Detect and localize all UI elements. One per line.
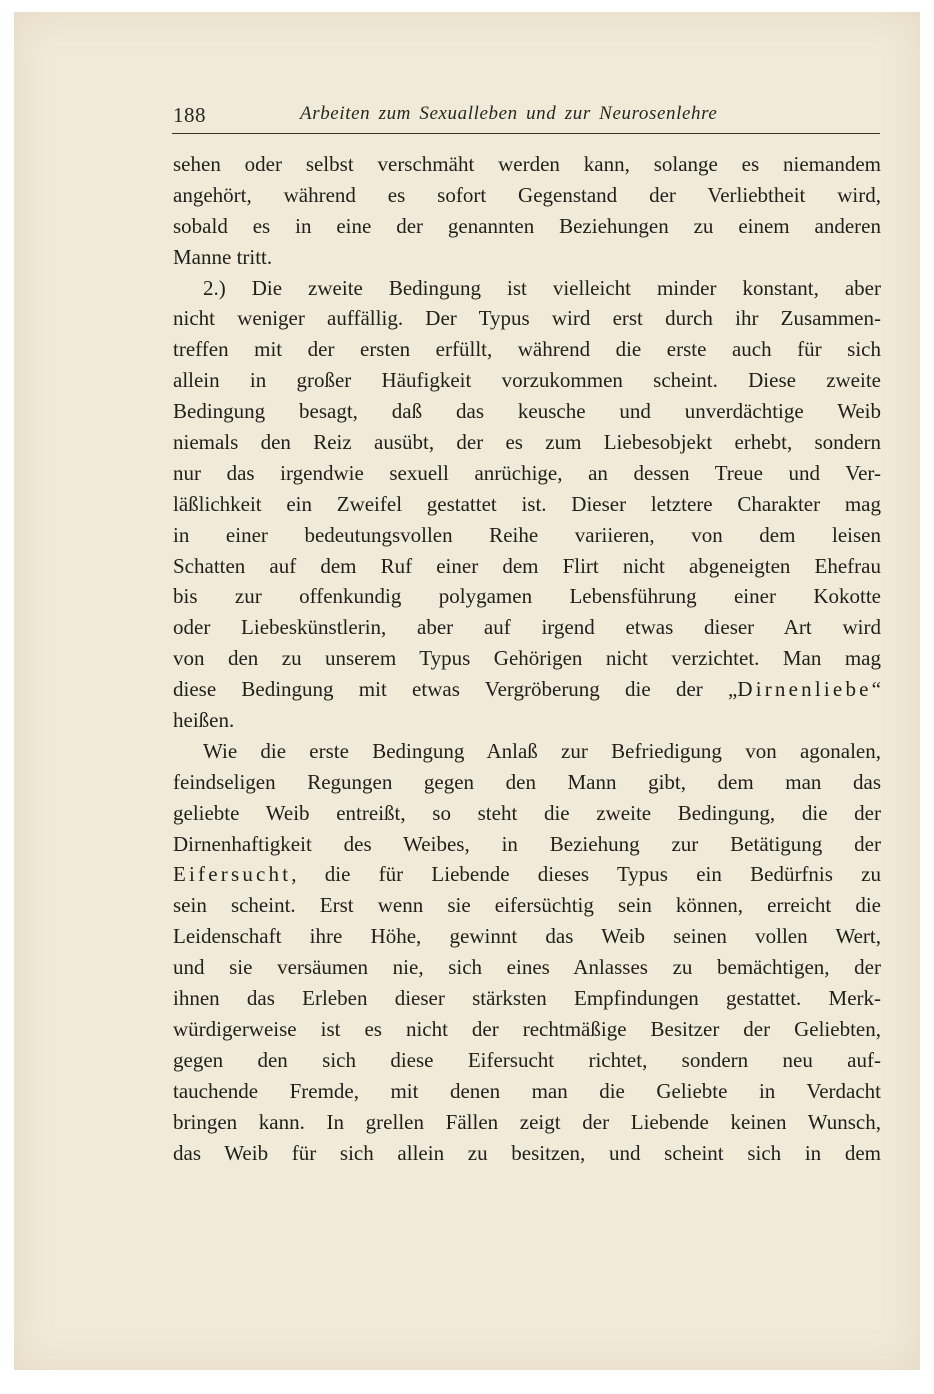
text-line: das Weib für sich allein zu besitzen, und scheint sich in dem [173,1140,881,1165]
text-line: geliebte Weib entreißt, so steht die zweite Bedingung, die der [173,800,881,825]
running-title: Arbeiten zum Sexualleben und zur Neurosenlehre [300,103,718,124]
text-line: angehört, während es sofort Gegenstand der Verliebtheit wird, [173,182,881,207]
text-line: bis zur offenkundig polygamen Lebensführung einer Kokotte [173,584,881,609]
text-line: oder Liebeskünstlerin, aber auf irgend etwas dieser Art wird [173,615,881,640]
body-text [173,149,881,1168]
text-line: heißen. [173,708,235,733]
text-line: treffen mit der ersten erfüllt, während die erste auch für sich [173,337,881,362]
text-line: bringen kann. In grellen Fällen zeigt der Liebende keinen Wunsch, [173,1109,881,1134]
text-line: nur das irgendwie sexuell anrüchige, an dessen Treue und Ver- [173,460,881,485]
text-line: 2.) Die zweite Bedingung ist vielleicht minder konstant, aber [203,275,881,300]
emphasized-term: Dirnenliebe [737,677,872,702]
text-line: allein in großer Häufigkeit vorzukommen scheint. Diese zweite [173,368,881,393]
text-line: ihnen das Erleben dieser stärksten Empfindungen gestattet. Merk- [173,986,881,1011]
text-line: läßlichkeit ein Zweifel gestattet ist. Dieser letztere Charakter mag [173,491,881,516]
text-fragment: , die für Liebende dieses Typus ein Bedürfnis zu [291,862,881,887]
text-line: Wie die erste Bedingung Anlaß zur Befriedigung von agonalen, [203,738,881,763]
text-line: sein scheint. Erst wenn sie eifersüchtig sein können, erreicht die [173,893,881,918]
text-line: Schatten auf dem Ruf einer dem Flirt nicht abgeneigten Ehefrau [173,553,881,578]
text-line: Manne tritt. [173,244,273,269]
text-line: würdigerweise ist es nicht der rechtmäßige Besitzer der Geliebten, [173,1016,881,1041]
text-line: Leidenschaft ihre Höhe, gewinnt das Weib seinen vollen Wert, [173,924,881,949]
text-line: gegen den sich diese Eifersucht richtet, sondern neu auf- [173,1047,881,1072]
text-line: tauchende Fremde, mit denen man die Geliebte in Verdacht [173,1078,881,1103]
text-line: in einer bedeutungsvollen Reihe variieren, von dem leisen [173,522,881,547]
text-line: nicht weniger auffällig. Der Typus wird erst durch ihr Zusammen- [173,306,881,331]
text-line-with-emphasis [173,859,881,890]
text-fragment: “ [871,677,881,702]
text-line: sobald es in eine der genannten Beziehungen zu einem anderen [173,213,881,238]
text-line: feindseligen Regungen gegen den Mann gibt, dem man das [173,769,881,794]
page-header [173,103,880,131]
emphasized-term: Eifersucht [173,862,292,887]
text-line-with-emphasis [173,674,881,705]
text-fragment: diese Bedingung mit etwas Vergröberung die der „ [173,677,738,702]
text-line: Bedingung besagt, daß das keusche und unverdächtige Weib [173,399,881,424]
text-line: sehen oder selbst verschmäht werden kann, solange es niemandem [173,152,881,176]
text-line: Dirnenhaftigkeit des Weibes, in Beziehung zur Betätigung der [173,831,881,856]
page-number: 188 [173,103,206,127]
header-rule [172,133,880,134]
text-line: und sie versäumen nie, sich eines Anlasses zu bemächtigen, der [173,955,881,980]
text-line: von den zu unserem Typus Gehörigen nicht verzichtet. Man mag [173,646,881,671]
text-line: niemals den Reiz ausübt, der es zum Liebesobjekt erhebt, sondern [173,430,881,455]
